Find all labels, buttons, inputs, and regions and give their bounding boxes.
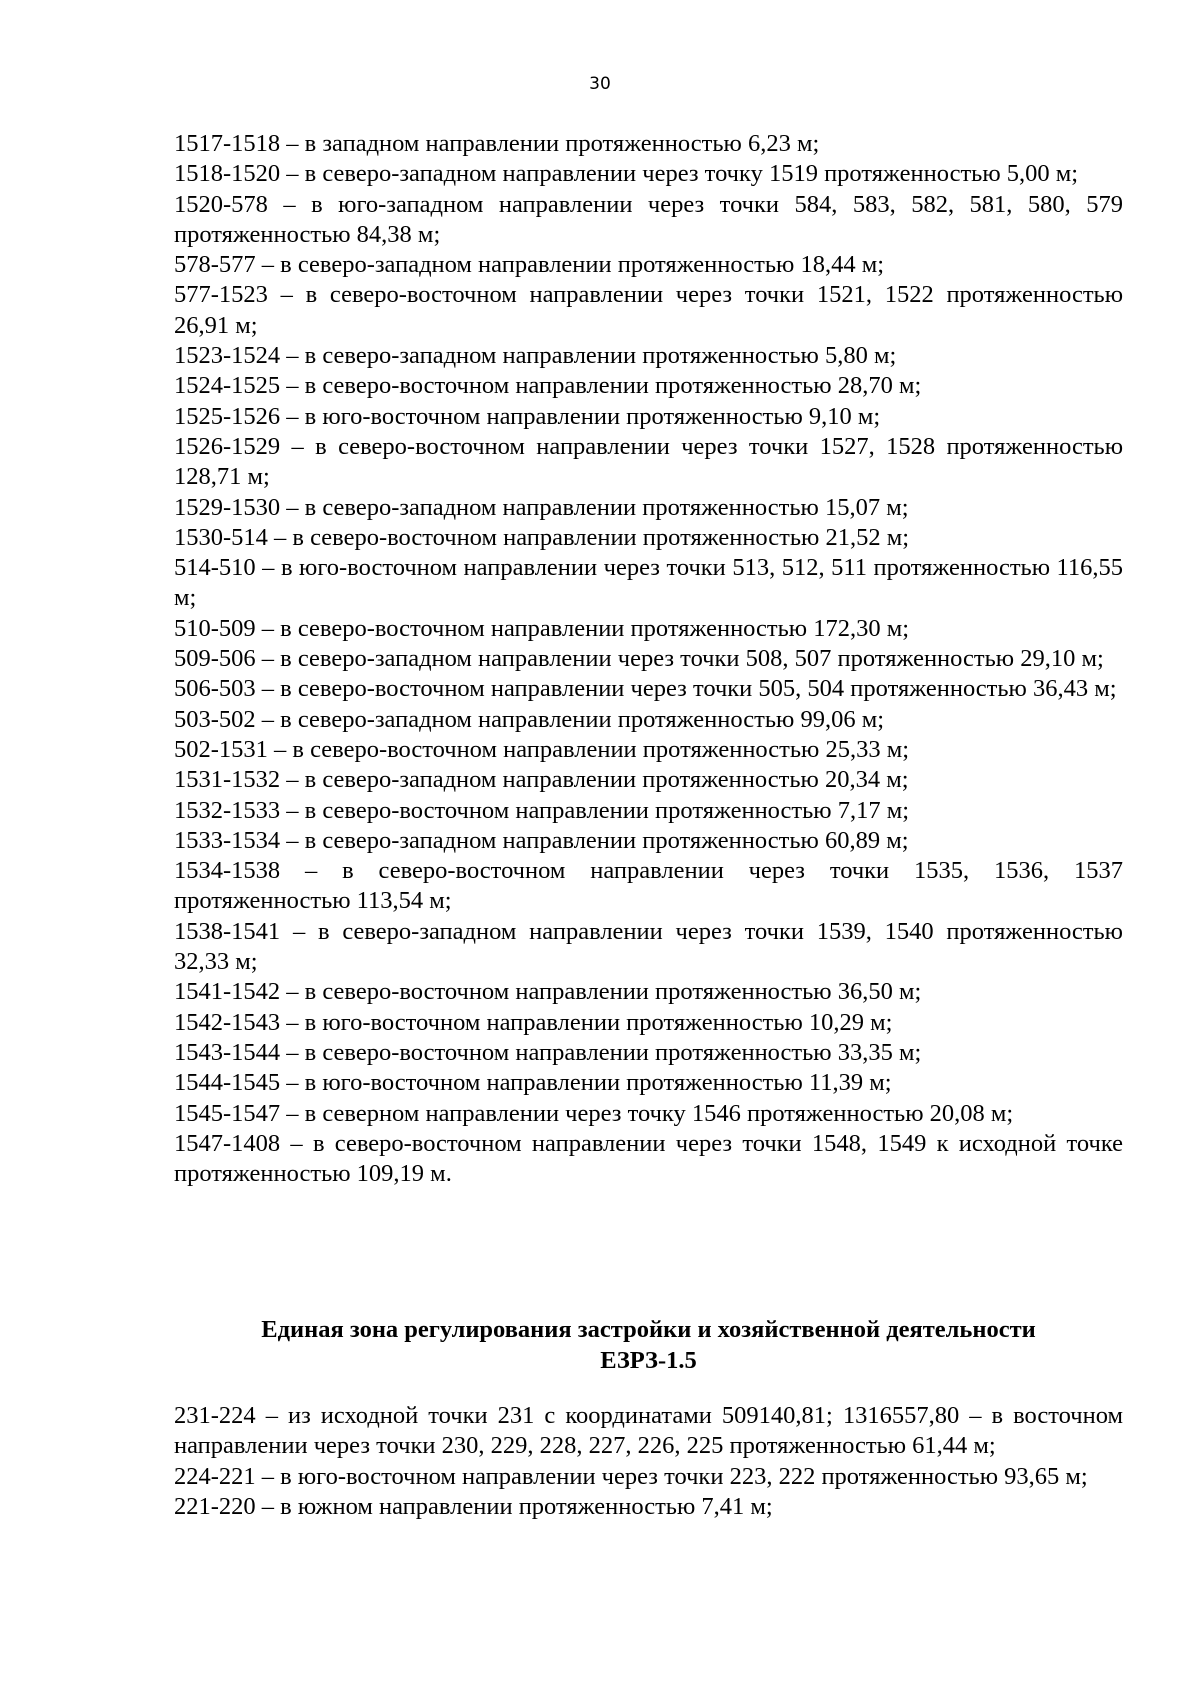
boundary-segment: 509-506 – в северо-западном направлении через точки 508, 507 протяженностью 29,10 м; [174,645,1104,673]
boundary-segment: 506-503 – в северо-восточном направлении через точки 505, 504 протяженностью 36,43 м; [174,675,1117,703]
zone-heading-code: ЕЗРЗ-1.5 [600,1346,697,1374]
boundary-description-section-1 [174,129,1123,1189]
boundary-segment: 503-502 – в северо-западном направлении протяженностью 99,06 м; [174,705,885,733]
boundary-segment: 1544-1545 – в юго-восточном направлении протяженностью 11,39 м; [174,1069,892,1097]
zone-heading [174,1315,1123,1376]
boundary-segment: 514-510 – в юго-восточном направлении через точки 513, 512, 511 протяженностью 116,55 м; [174,554,1123,612]
boundary-segment: 1534-1538 – в северо-восточном направлении через точки 1535, 1536, 1537 протяженностью 113,54 м; [174,857,1123,915]
boundary-segment: 1543-1544 – в северо-восточном направлении протяженностью 33,35 м; [174,1038,922,1066]
zone-heading-title: Единая зона регулирования застройки и хозяйственной деятельности [261,1316,1036,1343]
boundary-segment: 1518-1520 – в северо-западном направлении через точку 1519 протяженностью 5,00 м; [174,160,1079,188]
boundary-segment: 502-1531 – в северо-восточном направлении протяженностью 25,33 м; [174,735,910,763]
boundary-segment: 1542-1543 – в юго-восточном направлении протяженностью 10,29 м; [174,1008,893,1036]
boundary-segment: 1547-1408 – в северо-восточном направлении через точки 1548, 1549 к исходной точке протяженностью 109,19 м. [174,1129,1123,1188]
boundary-segment: 1517-1518 – в западном направлении протяженностью 6,23 м; [174,130,820,157]
boundary-segment: 1530-514 – в северо-восточном направлении протяженностью 21,52 м; [174,523,910,551]
boundary-segment: 1545-1547 – в северном направлении через точку 1546 протяженностью 20,08 м; [174,1099,1014,1127]
boundary-segment: 1529-1530 – в северо-западном направлении протяженностью 15,07 м; [174,493,909,521]
boundary-segment: 1531-1532 – в северо-западном направлении протяженностью 20,34 м; [174,766,909,794]
boundary-segment: 577-1523 – в северо-восточном направлении через точки 1521, 1522 протяженностью 26,91 м; [174,281,1123,339]
boundary-description-section-2 [174,1401,1123,1522]
boundary-segment: 231-224 – из исходной точки 231 с координатами 509140,81; 1316557,80 – в восточном направлении через точки 230, 229, 228, 227, 226, 225 протяженностью 61,44 м; [174,1402,1123,1460]
boundary-segment: 1525-1526 – в юго-восточном направлении протяженностью 9,10 м; [174,402,881,430]
page-number: 30 [589,74,611,94]
boundary-segment: 1524-1525 – в северо-восточном направлении протяженностью 28,70 м; [174,372,922,400]
boundary-segment: 1520-578 – в юго-западном направлении через точки 584, 583, 582, 581, 580, 579 протяженностью 84,38 м; [174,190,1123,248]
boundary-segment: 1541-1542 – в северо-восточном направлении протяженностью 36,50 м; [174,978,922,1006]
boundary-segment: 1523-1524 – в северо-западном направлении протяженностью 5,80 м; [174,342,897,370]
boundary-segment: 1532-1533 – в северо-восточном направлении протяженностью 7,17 м; [174,796,910,824]
boundary-segment: 578-577 – в северо-западном направлении протяженностью 18,44 м; [174,251,885,279]
boundary-segment: 1533-1534 – в северо-западном направлении протяженностью 60,89 м; [174,826,909,854]
boundary-segment: 221-220 – в южном направлении протяженностью 7,41 м; [174,1492,773,1520]
boundary-segment: 510-509 – в северо-восточном направлении протяженностью 172,30 м; [174,614,910,642]
boundary-segment: 1526-1529 – в северо-восточном направлении через точки 1527, 1528 протяженностью 128,71 м; [174,432,1123,491]
boundary-segment: 1538-1541 – в северо-западном направлении через точки 1539, 1540 протяженностью 32,33 м; [174,917,1123,976]
boundary-segment: 224-221 – в юго-восточном направлении через точки 223, 222 протяженностью 93,65 м; [174,1462,1088,1490]
